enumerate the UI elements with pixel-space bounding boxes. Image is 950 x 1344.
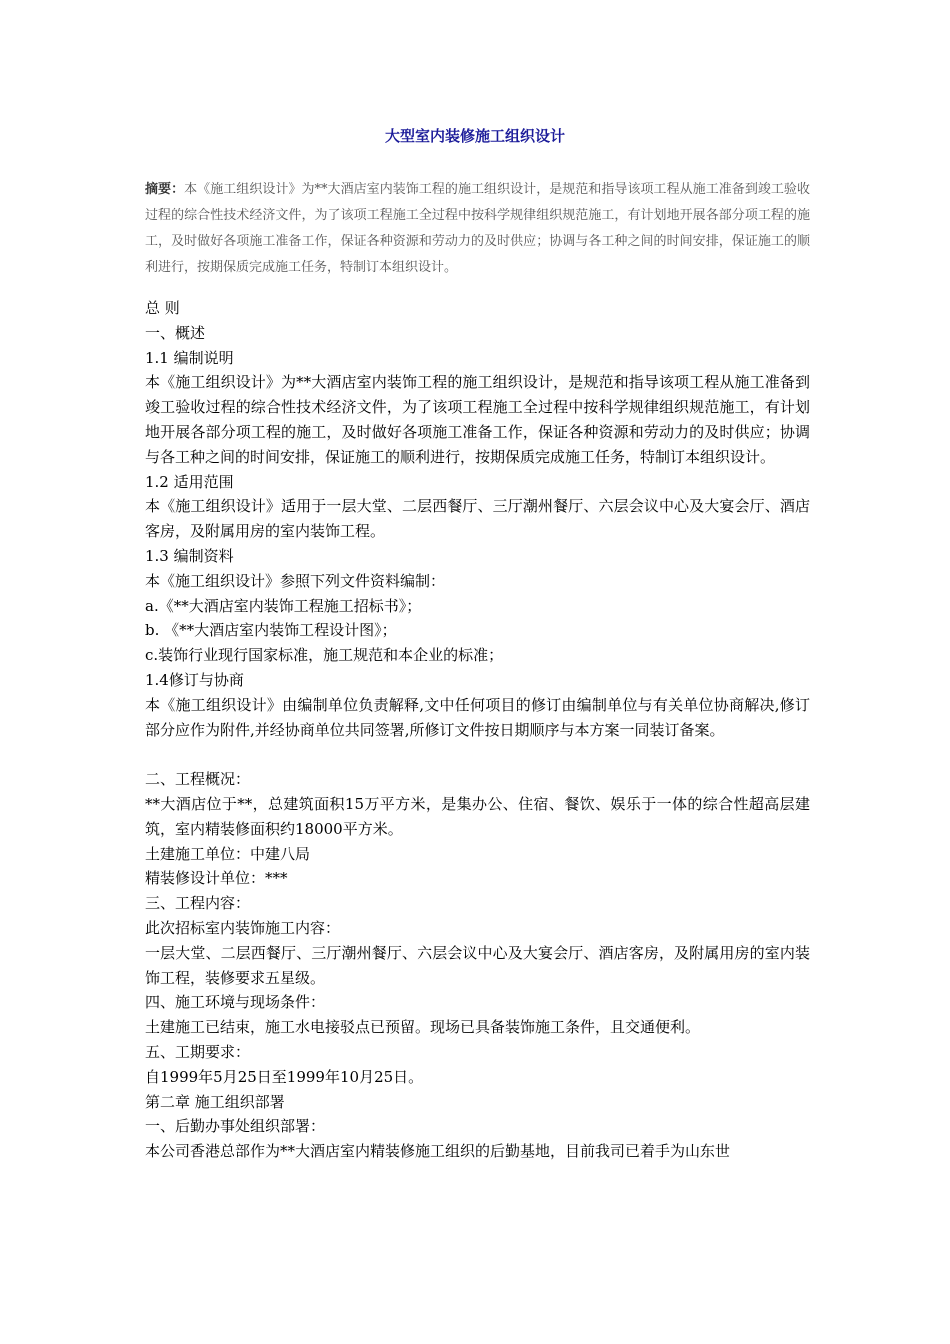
abstract (145, 177, 810, 281)
abstract-label: 摘要： (145, 182, 185, 197)
paragraph: 本公司香港总部作为**大酒店室内精装修施工组织的后勤基地，目前我司已着手为山东世 (145, 1142, 731, 1161)
paragraph: b. 《**大酒店室内装饰工程设计图》； (145, 621, 397, 640)
paragraph: 本《施工组织设计》由编制单位负责解释,文中任何项目的修订由编制单位与有关单位协商解决,修订部分应作为附件,并经协商单位共同签署,所修订文件按日期顺序与本方案一同装订备案。 (145, 695, 810, 739)
paragraph: 1.2 适用范围 (145, 472, 234, 491)
paragraph: 本《施工组织设计》为**大酒店室内装饰工程的施工组织设计，是规范和指导该项工程从施工准备到竣工验收过程的综合性技术经济文件，为了该项工程施工全过程中按科学规律组织规范施工，有计划地开展各部分项工程的施工，及时做好各项施工准备工作，保证各种资源和劳动力的及时供应；协调与各工种之间的时间安排，保证施工的顺利进行，按期保质完成施工任务，特制订本组织设计。 (145, 373, 810, 466)
paragraph: 1.3 编制资料 (145, 546, 234, 565)
paragraph: 此次招标室内装饰施工内容： (145, 918, 341, 937)
paragraph: 一层大堂、二层西餐厅、三厅潮州餐厅、六层会议中心及大宴会厅、酒店客房，及附属用房的室内装饰工程，装修要求五星级。 (145, 943, 810, 987)
paragraph: 1.4修订与协商 (145, 670, 244, 689)
paragraph: 土建施工单位：中建八局 (145, 844, 311, 863)
paragraph: 二、工程概况： (145, 770, 251, 789)
paragraph: 精装修设计单位：*** (145, 869, 288, 888)
paragraph: 四、施工环境与现场条件： (145, 993, 326, 1012)
paragraph: 第二章 施工组织部署 (145, 1092, 285, 1111)
paragraph: 一、后勤办事处组织部署： (145, 1117, 326, 1136)
blank-line (145, 742, 810, 767)
paragraph: 土建施工已结束，施工水电接驳点已预留。现场已具备装饰施工条件，且交通便利。 (145, 1018, 701, 1037)
paragraph: 三、工程内容： (145, 894, 251, 913)
paragraph: 一、概述 (145, 323, 206, 342)
document-body (145, 296, 810, 1164)
paragraph: a.《**大酒店室内装饰工程施工招标书》； (145, 596, 422, 615)
document-title: 大型室内装修施工组织设计 (384, 127, 565, 145)
paragraph: 本《施工组织设计》适用于一层大堂、二层西餐厅、三厅潮州餐厅、六层会议中心及大宴会厅、酒店客房，及附属用房的室内装饰工程。 (145, 497, 810, 541)
abstract-text: 本《施工组织设计》为**大酒店室内装饰工程的施工组织设计，是规范和指导该项工程从施工准备到竣工验收过程的综合性技术经济文件，为了该项工程施工全过程中按科学规律组织规范施工，有计划地开展各部分项工程的施工，及时做好各项施工准备工作，保证各种资源和劳动力的及时供应；协调与各工种之间的时间安排，保证施工的顺利进行，按期保质完成施工任务，特制订本组织设计。 (145, 182, 810, 275)
paragraph: **大酒店位于**，总建筑面积15万平方米，是集办公、住宿、餐饮、娱乐于一体的综合性超高层建筑，室内精装修面积约18000平方米。 (145, 794, 810, 838)
paragraph: 五、工期要求： (145, 1042, 251, 1061)
paragraph: 1.1 编制说明 (145, 348, 234, 367)
paragraph: 自1999年5月25日至1999年10月25日。 (145, 1067, 424, 1086)
paragraph: 总 则 (145, 299, 180, 317)
paragraph: c.装饰行业现行国家标准，施工规范和本企业的标准； (145, 646, 504, 665)
paragraph: 本《施工组织设计》参照下列文件资料编制： (145, 571, 446, 590)
